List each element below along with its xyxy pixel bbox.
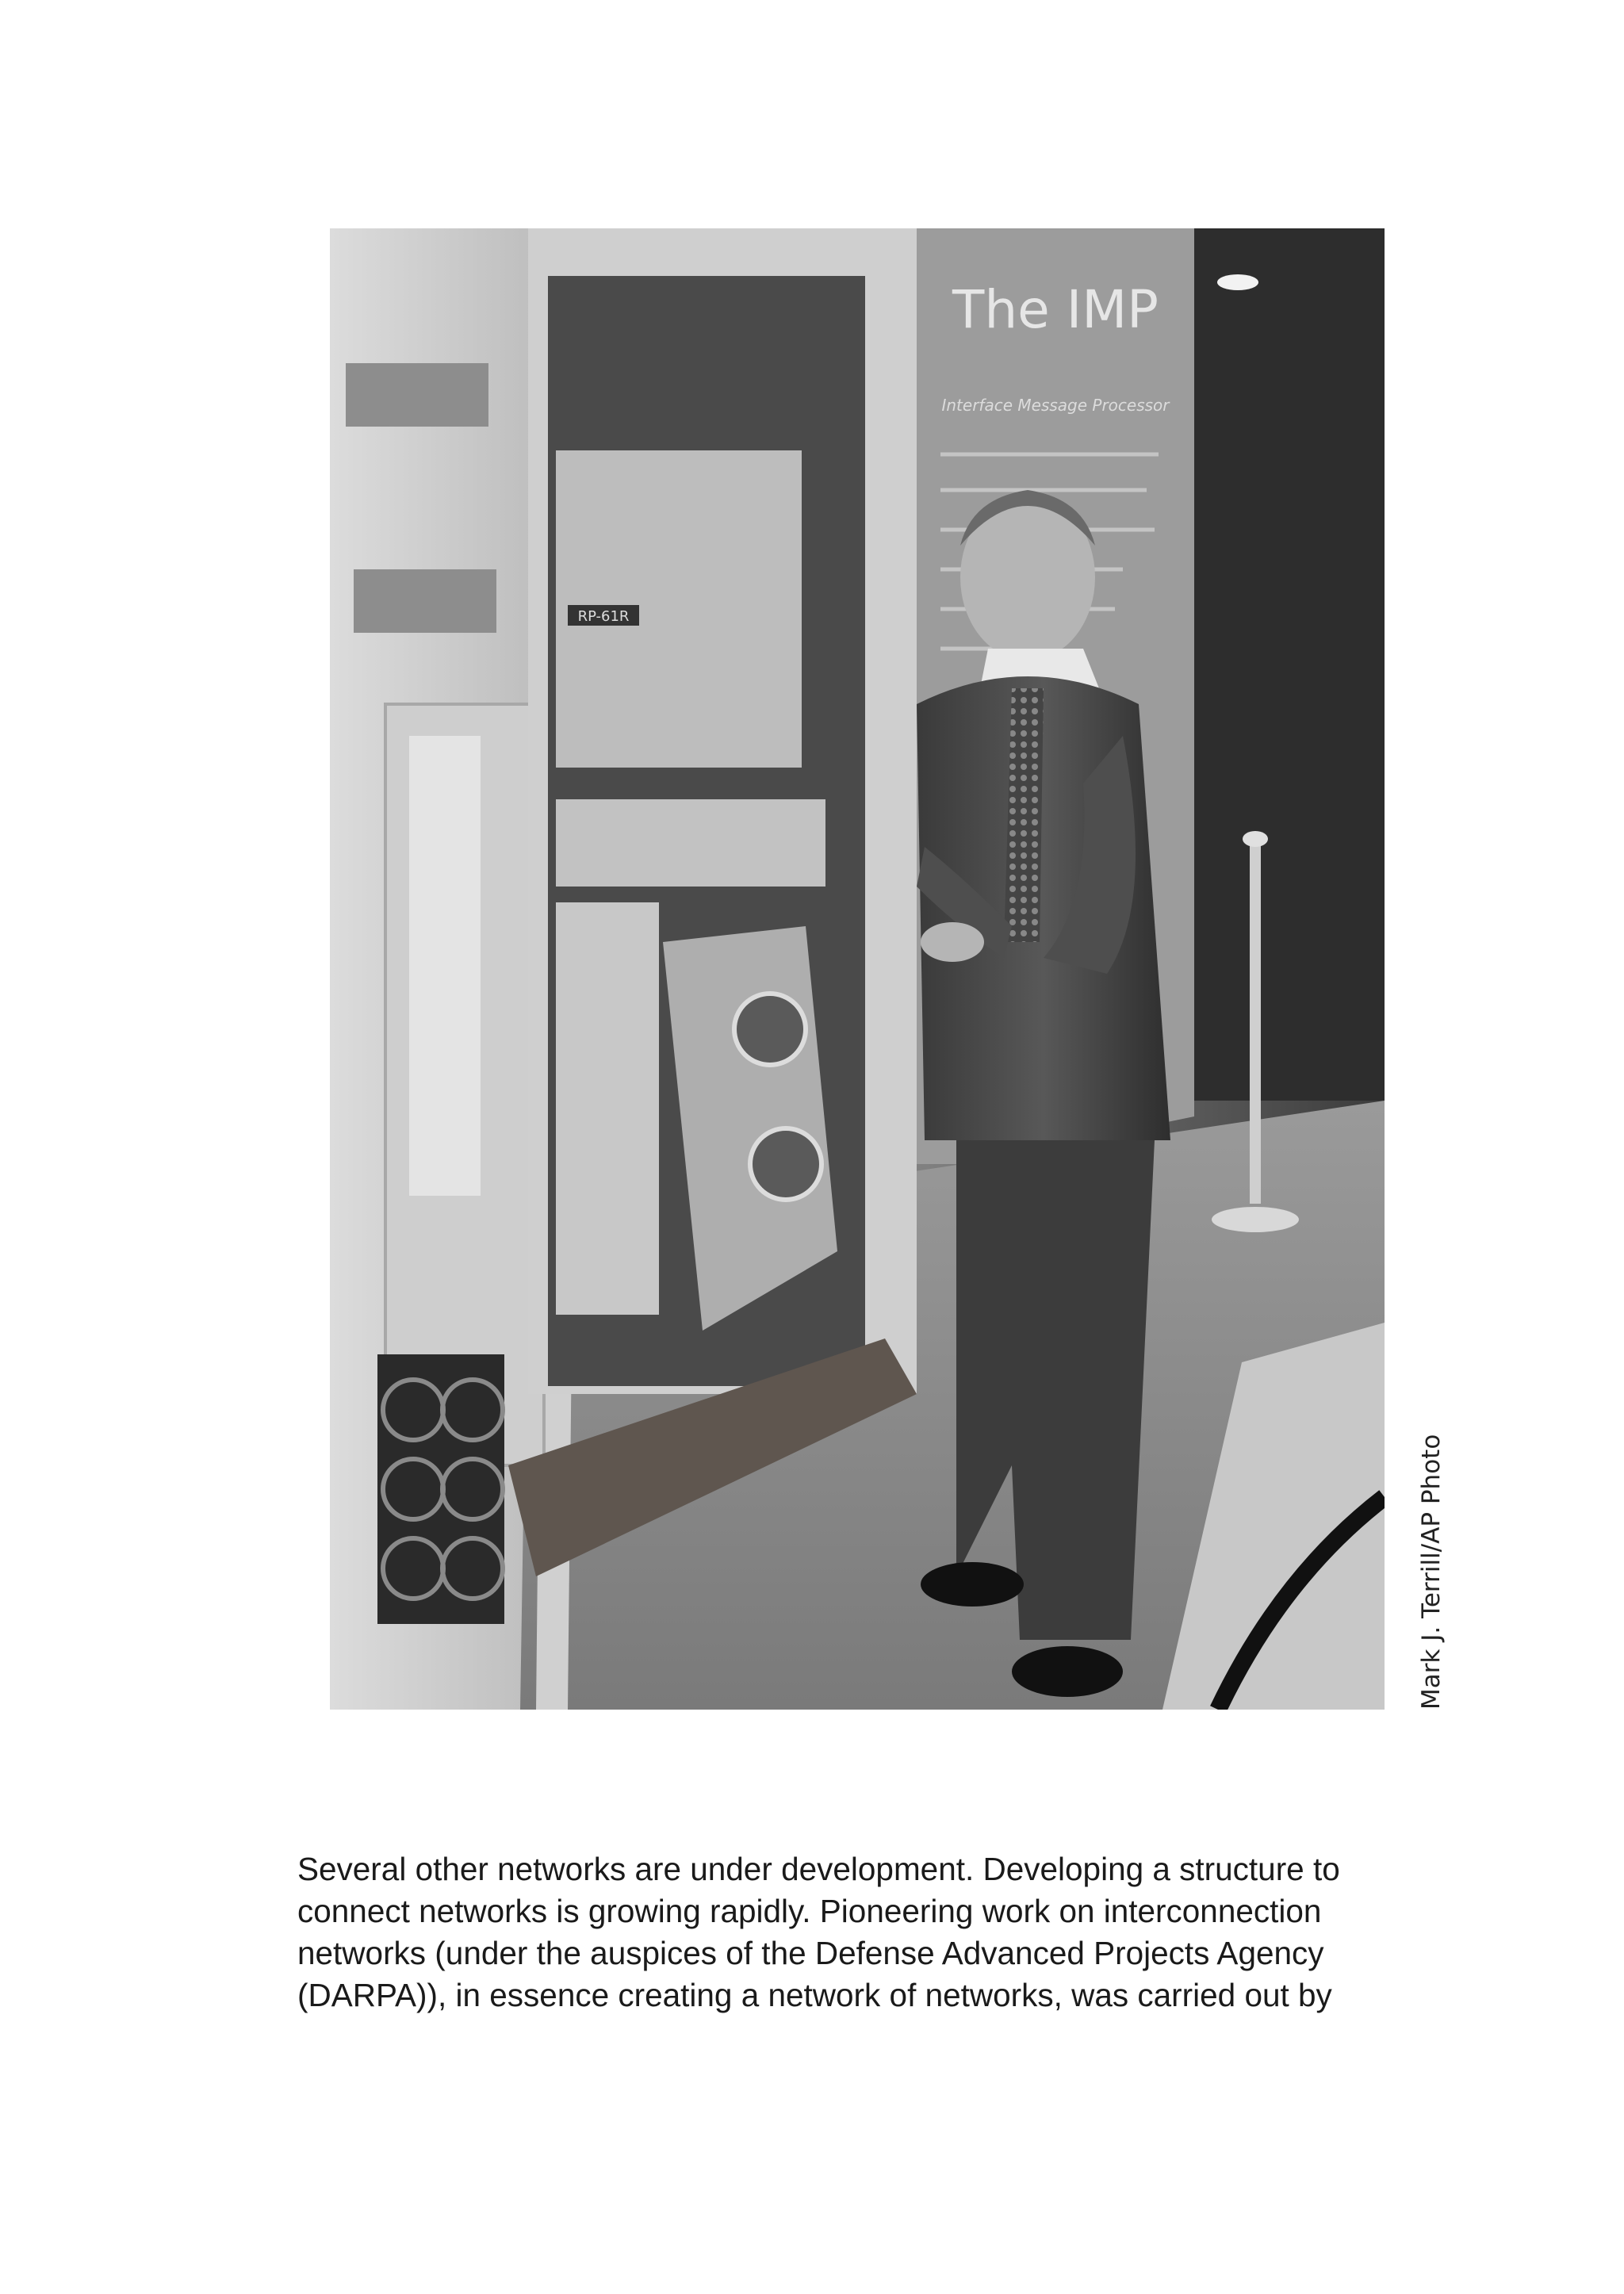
body-line: networks (under the auspices of the Defense Advanced Projects Agency [297, 1935, 1324, 1971]
body-line: (DARPA)), in essence creating a network of networks, was carried out by [297, 1977, 1332, 2013]
body-line: Several other networks are under development. Developing a structure to [297, 1851, 1340, 1887]
ceiling-light [1217, 274, 1258, 290]
banner-subtitle: Interface Message Processor [941, 396, 1170, 415]
imp-cabinet [508, 228, 917, 1576]
banner-title: The IMP [952, 279, 1159, 340]
photo-credit-text: Mark J. Terrill/AP Photo [1417, 1434, 1446, 1710]
photo-credit [1415, 1404, 1447, 1710]
back-wall [1194, 228, 1385, 1101]
body-line: connect networks is growing rapidly. Pioneering work on interconnection [297, 1893, 1322, 1929]
body-paragraph [297, 1848, 1423, 2016]
imp-photo [330, 228, 1385, 1710]
panel-label: RP-61R [577, 608, 630, 625]
